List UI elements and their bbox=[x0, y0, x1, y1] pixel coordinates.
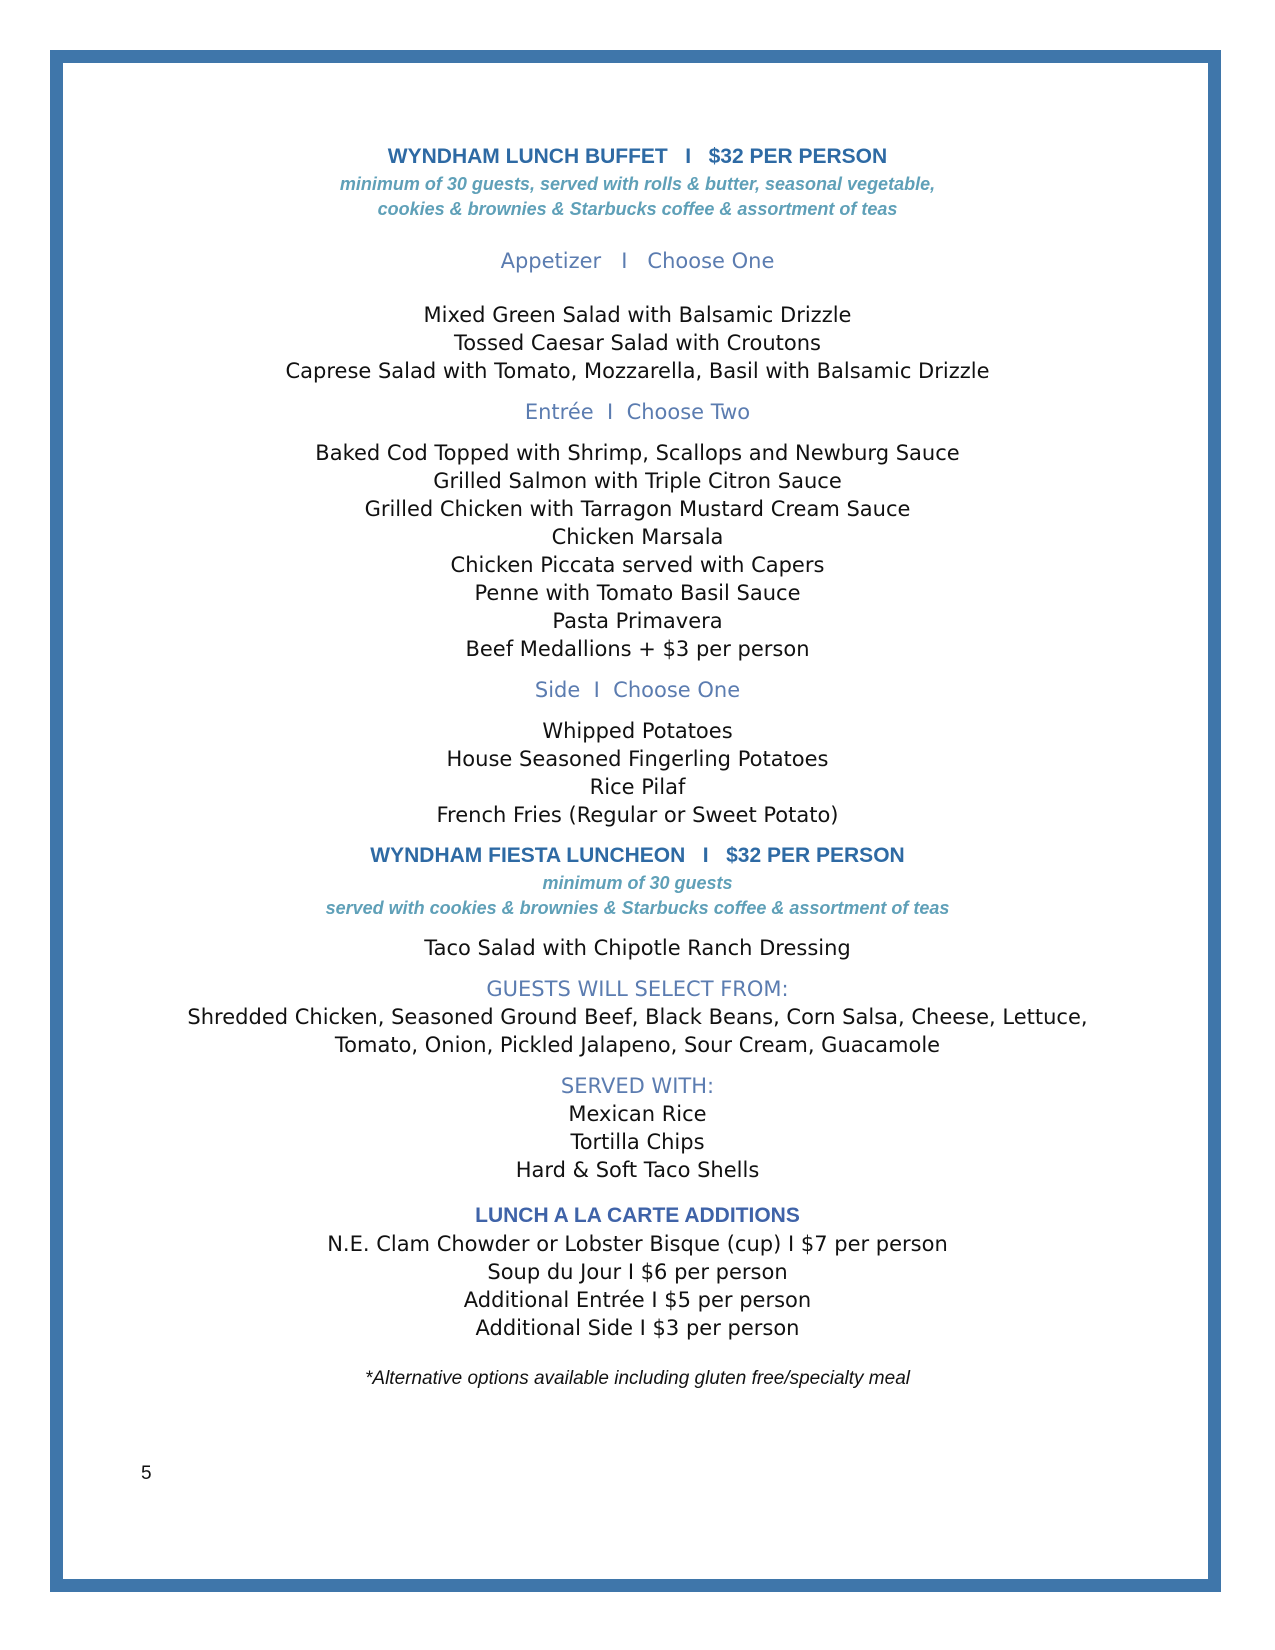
list-item: Chicken Piccata served with Capers bbox=[450, 553, 825, 577]
fiesta-luncheon-section bbox=[0, 841, 1275, 1184]
list-item: Additional Entrée I $5 per person bbox=[463, 1288, 812, 1312]
list-item: Grilled Salmon with Triple Citron Sauce bbox=[433, 469, 842, 493]
list-item: Pasta Primavera bbox=[552, 609, 723, 633]
list-item: House Seasoned Fingerling Potatoes bbox=[446, 747, 829, 771]
buffet-subtitle-1: minimum of 30 guests, served with rolls & butter, seasonal vegetable, bbox=[339, 174, 936, 194]
appetizer-list bbox=[0, 301, 1275, 385]
list-item: Chicken Marsala bbox=[551, 525, 724, 549]
fiesta-title: WYNDHAM FIESTA LUNCHEON I $32 PER PERSON bbox=[370, 844, 905, 867]
a-la-carte-section bbox=[0, 1202, 1275, 1342]
entree-list bbox=[0, 439, 1275, 663]
list-item: Rice Pilaf bbox=[589, 775, 686, 799]
list-item: Mixed Green Salad with Balsamic Drizzle bbox=[423, 303, 852, 327]
list-item: Mexican Rice bbox=[568, 1102, 707, 1126]
list-item: Whipped Potatoes bbox=[542, 719, 733, 743]
fiesta-main-item: Taco Salad with Chipotle Ranch Dressing bbox=[424, 936, 851, 960]
a-la-carte-title: LUNCH A LA CARTE ADDITIONS bbox=[475, 1204, 800, 1227]
footnote: *Alternative options available including gluten free/specialty meal bbox=[365, 1368, 910, 1389]
served-with-heading: SERVED WITH: bbox=[560, 1074, 715, 1098]
select-line: Tomato, Onion, Pickled Jalapeno, Sour Cream, Guacamole bbox=[334, 1033, 941, 1057]
buffet-subtitle-2: cookies & brownies & Starbucks coffee & assortment of teas bbox=[377, 199, 898, 219]
side-heading: Side I Choose One bbox=[534, 678, 741, 702]
fiesta-subtitle-1: minimum of 30 guests bbox=[542, 873, 733, 893]
list-item: Additional Side I $3 per person bbox=[475, 1316, 800, 1340]
select-heading: GUESTS WILL SELECT FROM: bbox=[486, 977, 789, 1001]
list-item: Baked Cod Topped with Shrimp, Scallops and Newburg Sauce bbox=[315, 441, 960, 465]
menu-content bbox=[0, 90, 1275, 1392]
list-item: Hard & Soft Taco Shells bbox=[515, 1158, 760, 1182]
list-item: Caprese Salad with Tomato, Mozzarella, Basil with Balsamic Drizzle bbox=[285, 359, 990, 383]
fiesta-subtitle-2: served with cookies & brownies & Starbucks coffee & assortment of teas bbox=[325, 898, 950, 918]
select-line: Shredded Chicken, Seasoned Ground Beef, Black Beans, Corn Salsa, Cheese, Lettuce, bbox=[187, 1005, 1088, 1029]
lunch-buffet-section bbox=[0, 142, 1275, 829]
entree-heading: Entrée I Choose Two bbox=[524, 400, 751, 424]
list-item: Soup du Jour I $6 per person bbox=[487, 1260, 788, 1284]
appetizer-heading: Appetizer I Choose One bbox=[500, 249, 775, 273]
list-item: N.E. Clam Chowder or Lobster Bisque (cup) I $7 per person bbox=[327, 1232, 948, 1256]
list-item: French Fries (Regular or Sweet Potato) bbox=[436, 803, 839, 827]
buffet-title: WYNDHAM LUNCH BUFFET I $32 PER PERSON bbox=[387, 145, 888, 168]
list-item: Penne with Tomato Basil Sauce bbox=[474, 581, 801, 605]
list-item: Tortilla Chips bbox=[570, 1130, 705, 1154]
page-number: 5 bbox=[141, 1463, 152, 1484]
list-item: Grilled Chicken with Tarragon Mustard Cream Sauce bbox=[364, 497, 911, 521]
list-item: Tossed Caesar Salad with Croutons bbox=[454, 331, 821, 355]
list-item: Beef Medallions + $3 per person bbox=[465, 637, 810, 661]
side-list bbox=[0, 717, 1275, 829]
